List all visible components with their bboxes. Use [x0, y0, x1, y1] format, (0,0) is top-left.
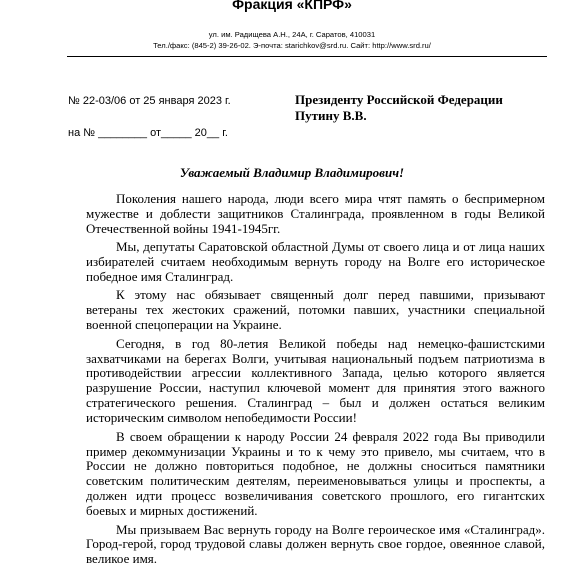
recipient-block: [295, 92, 503, 124]
recipient-name: Путину В.В.: [295, 108, 367, 123]
contacts-line: Тел./факс: (845-2) 39-26-02. Э-почта: starichkov@srd.ru. Сайт: http://www.srd.ru/: [153, 41, 431, 50]
paragraph: В своем обращении к народу России 24 февраля 2022 года Вы приводили пример декоммунизации Украины и то к чему это привело, мы считаем, что в России не должно повториться подобное, не должны сноситься памятники советским политическим деятелям, переименовываться улицы и проспекты, а должен идти процесс возвеличивания советского прошлого, его гигантских боевых и мирных достижений.: [86, 428, 545, 519]
greeting: Уважаемый Владимир Владимирович!: [179, 165, 405, 180]
paragraph: Мы, депутаты Саратовской областной Думы от своего лица и от лица наших избирателей считаем необходимым вернуть городу на Волге его историческое победное имя Сталинград.: [86, 239, 545, 285]
organization-name: Фракция «КПРФ»: [232, 0, 352, 12]
paragraph: Сегодня, в год 80-летия Великой победы над немецко-фашистскими захватчиками на берегах Волги, учитывая национальный подъем патриотизма в противодействии агрессии коллективного Запада, целью которого является разрушение России, наступил ключевой момент для принятия этого важного стратегического решения. Сталинград – был и должен остаться великим историческим символом непобедимости России!: [86, 335, 545, 426]
paragraph: К этому нас обязывает священный долг перед павшими, призывают ветераны тех жестоких сражений, потомки павших, участники специальной военной спецоперации на Украине.: [86, 287, 545, 333]
letter-body: [86, 192, 545, 571]
incoming-reference: на № ________ от_____ 20__ г.: [68, 127, 228, 139]
paragraph: Мы призываем Вас вернуть городу на Волге героическое имя «Сталинград». Город-герой, город трудовой славы должен вернуть свое гордое, овеянное славой, великое имя.: [86, 521, 545, 567]
outgoing-reference: № 22-03/06 от 25 января 2023 г.: [68, 95, 231, 107]
header-divider: [67, 56, 547, 57]
address-line: ул. им. Радищева А.Н., 24А, г. Саратов, 410031: [208, 30, 376, 39]
paragraph: Поколения нашего народа, люди всего мира чтят память о беспримерном мужестве и доблести защитников Сталинграда, проявленном в годы Великой Отечественной войны 1941-1945гг.: [86, 191, 545, 236]
recipient-title: Президенту Российской Федерации: [295, 92, 503, 107]
